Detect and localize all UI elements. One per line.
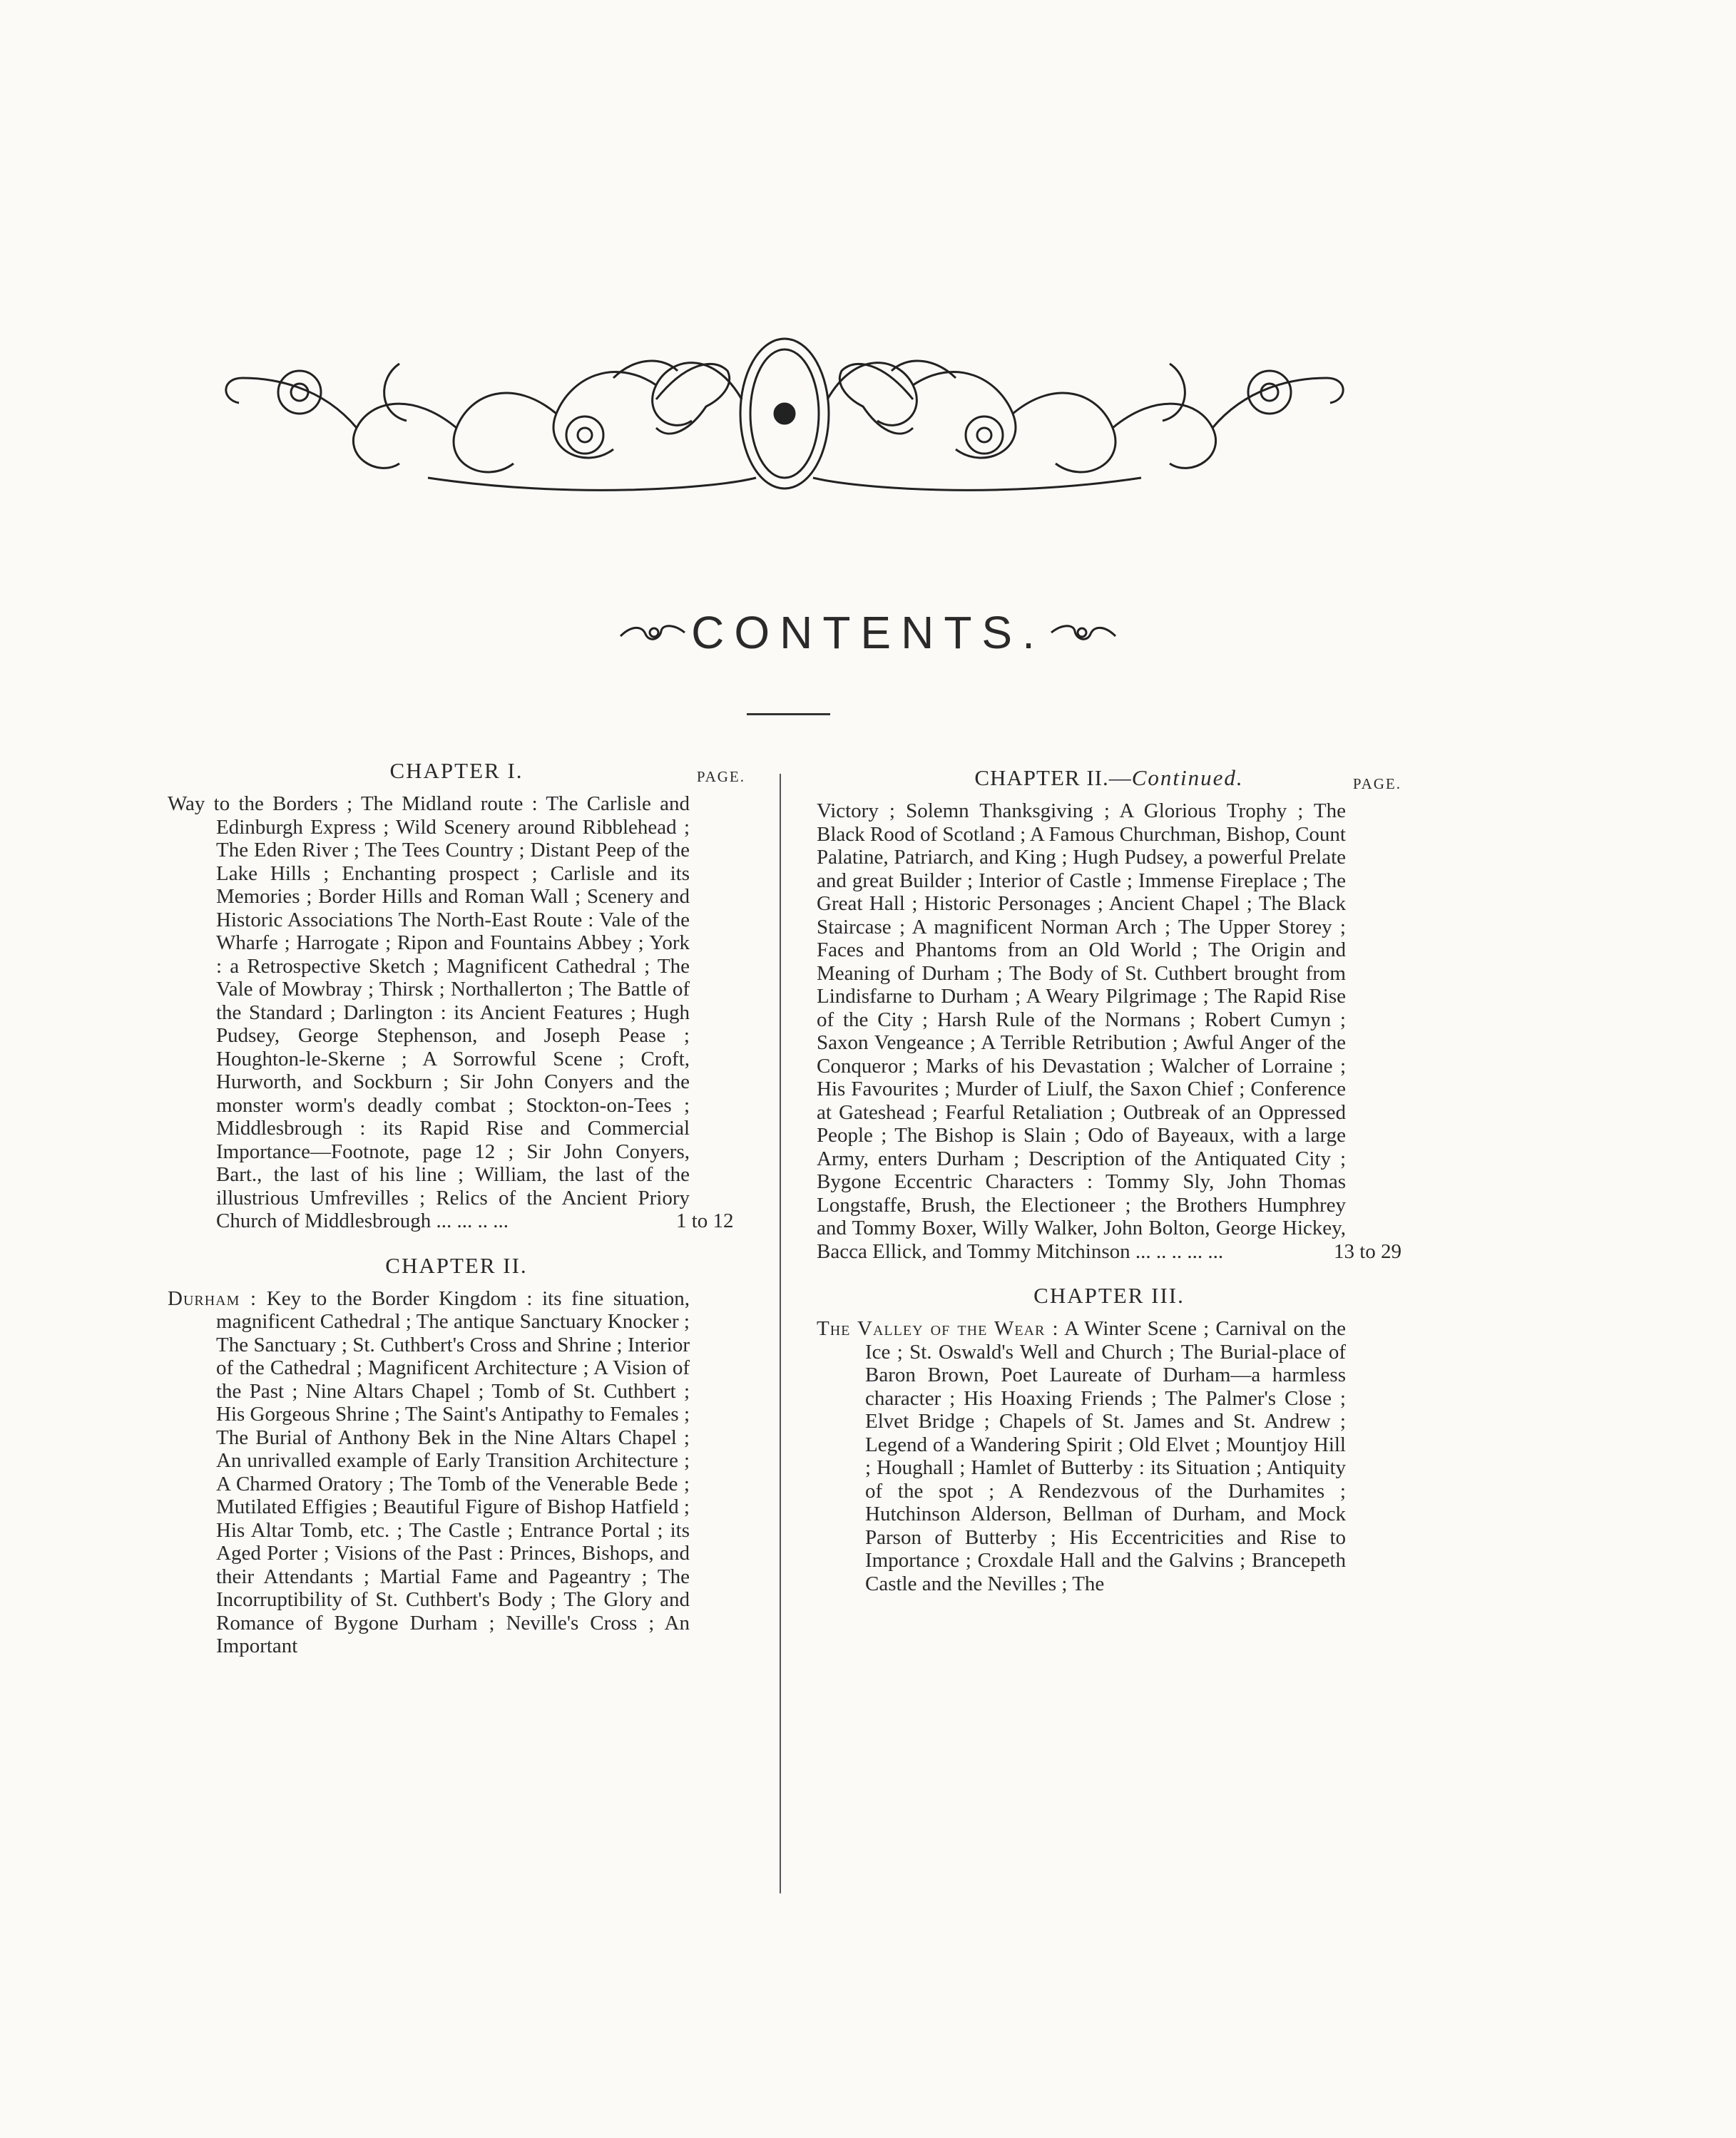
chapter-3-entry [817, 1317, 1346, 1595]
chapter-1-heading-row [168, 759, 745, 792]
left-column [168, 759, 745, 1658]
chapter-2-heading: CHAPTER II. [385, 1252, 528, 1278]
chapter-2-continued-text: Victory ; Solemn Thanksgiving ; A Glorious Trophy ; The Black Rood of Scotland ; A Famous Churchman, Bishop, Count Palatine, Patriarch, and King ; Hugh Pudsey, a powerful Prelate and great Builder ; Interior of Castle ; Immense Fireplace ; The Great Hall ; Historic Personages ; Ancient Chapel ; The Black Staircase ; A magnificent Norman Arch ; The Upper Storey ; Faces and Phantoms from an Old World ; The Origin and Meaning of Durham ; The Body of St. Cuthbert brought from Lindisfarne to Durham ; A Weary Pilgrimage ; The Rapid Rise of the City ; Harsh Rule of the Normans ; Robert Cumyn ; Saxon Vengeance ; A Terrible Retribution ; Awful Anger of the Conqueror ; Marks of his Devastation ; Walcher of Lorraine ; His Favourites ; Murder of Liulf, the Saxon Chief ; Conference at Gateshead ; Fearful Retaliation ; Outbreak of an Oppressed People ; The Bishop is Slain ; Odo of Bayeaux, with a large Army, enters Durham ; Description of the Antiquated City ; Bygone Eccentric Characters : Tommy Sly, John Thomas Longstaffe, Brush, the Electioneer ; the Brothers Humphrey and Tommy Boxer, Willy Walker, John Bolton, George Hickey, Bacca Ellick, and Tommy Mitchinson ... .. .. ... ... [817, 799, 1346, 1263]
chapter-3-heading: CHAPTER III. [1033, 1283, 1185, 1308]
chapter-2-continued-entry [817, 799, 1401, 1263]
chapter-3-text: A Winter Scene ; Carnival on the Ice ; St. Oswald's Well and Church ; The Burial-place of Baron Brown, Poet Laureate of Durham—a harmless character ; His Hoaxing Friends ; The Palmer's Close ; Elvet Bridge ; Chapels of St. James and St. Andrew ; Legend of a Wandering Spirit ; Old Elvet ; Mountjoy Hill ; Houghall ; Hamlet of Butterby : its Situation ; Antiquity of the spot ; A Rendezvous of the Durhamites ; Hutchinson Alderson, Bellman of Durham, and Mock Parson of Butterby ; His Eccentricities and Rise to Importance ; Croxdale Hall and the Galvins ; Brancepeth Castle and the Nevilles ; The [865, 1317, 1347, 1595]
chapter-2-continued-heading: CHAPTER II.—Continued. [974, 765, 1244, 790]
chapter-1-entry [168, 792, 734, 1233]
chapter-3-heading-row [817, 1284, 1401, 1317]
chapter-2-continued-heading-row [817, 767, 1401, 799]
right-column [817, 767, 1401, 1595]
page-title: CONTENTS. [691, 607, 1045, 658]
chapter-1-text: Way to the Borders ; The Midland route : The Carlisle and Edinburgh Express ; Wild Scenery around Ribblehead ; The Eden River ; The Tees Country ; Distant Peep of the Lake Hills ; Enchanting prospect ; Carlisle and its Memories ; Border Hills and Roman Wall ; Scenery and Historic Associations The North-East Route : Vale of the Wharfe ; Harrogate ; Ripon and Fountains Abbey ; York : a Retrospective Sketch ; Magnificent Cathedral ; The Vale of Mowbray ; Thirsk ; Northallerton ; The Battle of the Standard ; Darlington : its Ancient Features ; Hugh Pudsey, George Stephenson, and Joseph Pease ; Houghton-le-Skerne ; A Sorrowful Scene ; Croft, Hurworth, and Sockburn ; Sir John Conyers and the monster worm's deadly combat ; Stockton-on-Tees ; Middlesbrough : its Rapid Rise and Commercial Importance—Footnote, page 12 ; Sir John Conyers, Bart., the last of his line ; William, the last of the illustrious Umfrevilles ; Relics of the Ancient Priory Church of Middlesbrough ... ... .. ... [168, 792, 690, 1232]
chapter-1-heading: CHAPTER I. [389, 758, 524, 783]
chapter-2-heading-row [168, 1254, 745, 1287]
page-column-label: PAGE. [696, 768, 745, 785]
right-title-flourish [1048, 618, 1119, 647]
chapter-1-pages: 1 to 12 [676, 1209, 734, 1232]
page-column-label-right: PAGE. [1352, 775, 1401, 792]
chapter-2-entry [168, 1287, 690, 1658]
left-title-flourish [617, 618, 688, 647]
decorative-header-ornament [214, 335, 1355, 513]
title-underline-rule [747, 713, 830, 715]
column-divider [780, 774, 781, 1893]
chapter-2-pages: 13 to 29 [1333, 1239, 1401, 1263]
chapter-2-lead: Durham : [168, 1287, 257, 1310]
chapter-2-text: Key to the Border Kingdom : its fine situation, magnificent Cathedral ; The antique Sanctuary Knocker ; The Sanctuary ; St. Cuthbert's Cross and Shrine ; Interior of the Cathedral ; Magnificent Architecture ; A Vision of the Past ; Nine Altars Chapel ; Tomb of St. Cuthbert ; His Gorgeous Shrine ; The Saint's Antipathy to Females ; The Burial of Anthony Bek in the Nine Altars Chapel ; An unrivalled example of Early Transition Architecture ; A Charmed Oratory ; The Tomb of the Venerable Bede ; Mutilated Effigies ; Beautiful Figure of Bishop Hatfield ; His Altar Tomb, etc. ; The Castle ; Entrance Portal ; its Aged Porter ; Visions of the Past : Princes, Bishops, and their Attendants ; Martial Fame and Pageantry ; The Incorruptibility of St. Cuthbert's Body ; The Glory and Romance of Bygone Durham ; Neville's Cross ; An Important [216, 1287, 690, 1657]
chapter-3-lead: The Valley of the Wear : [817, 1317, 1059, 1340]
